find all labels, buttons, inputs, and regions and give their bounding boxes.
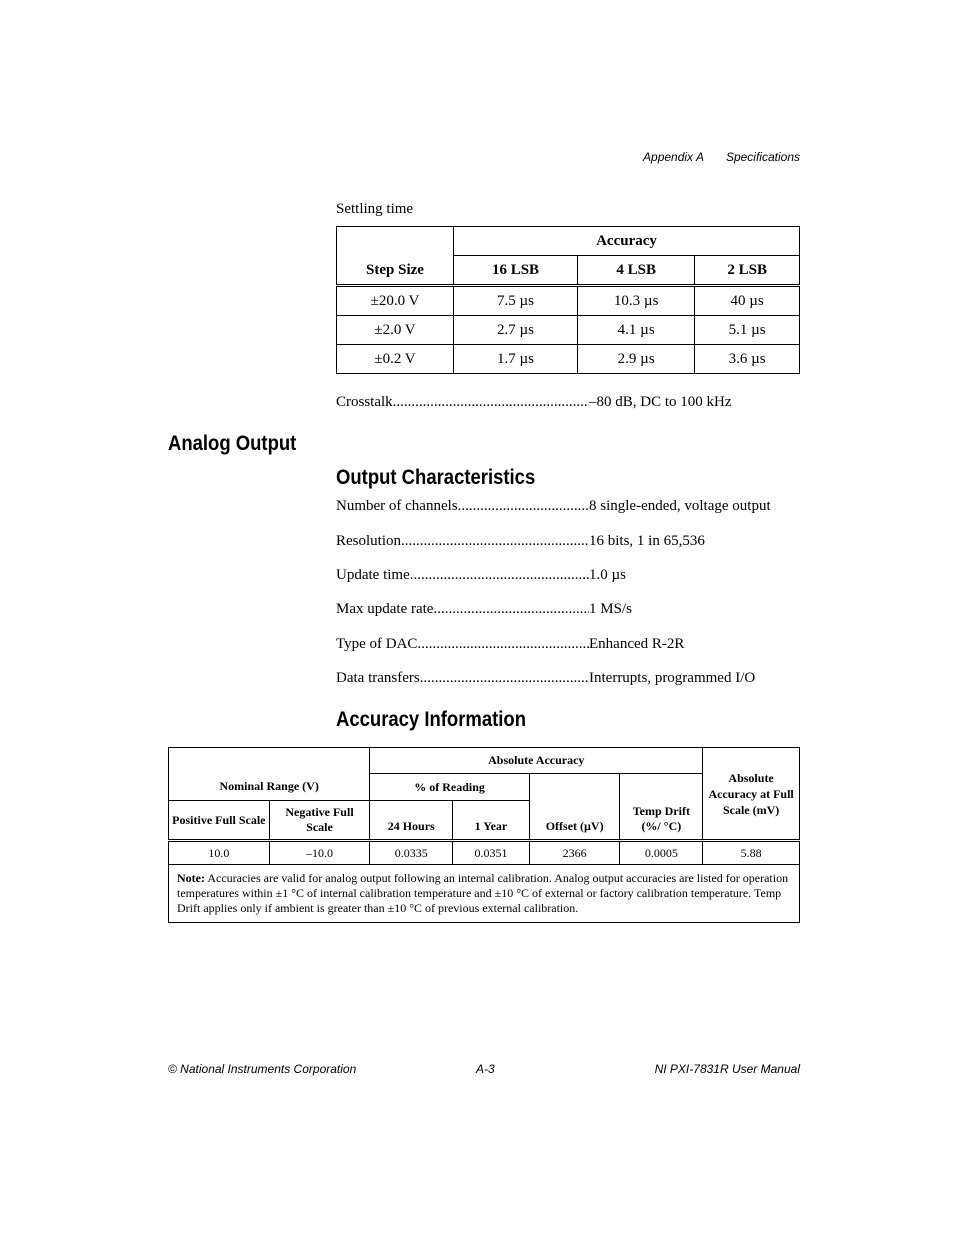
note-label: Note:: [177, 871, 205, 885]
hours-24-header: 24 Hours: [370, 801, 453, 841]
accuracy-information-heading: Accuracy Information: [336, 708, 526, 731]
spec-value: Enhanced R-2R: [589, 636, 685, 652]
footer-page-number: A-3: [476, 1062, 495, 1076]
col-header: 4 LSB: [578, 256, 695, 286]
data-cell: 0.0005: [620, 841, 703, 865]
spec-row: [336, 670, 800, 687]
accuracy-note: [169, 865, 800, 923]
spec-row: [336, 601, 800, 618]
abs-full-scale-header: Absolute Accuracy at Full Scale (mV): [703, 748, 800, 841]
spec-name: Type of DAC: [336, 636, 418, 652]
spec-value: 1.0 µs: [589, 567, 626, 583]
col-header: 16 LSB: [454, 256, 578, 286]
step-cell: ±20.0 V: [337, 286, 454, 316]
spec-value: 16 bits, 1 in 65,536: [589, 533, 705, 549]
spec-value: 1 MS/s: [589, 601, 632, 617]
data-cell: 5.88: [703, 841, 800, 865]
positive-full-scale-header: Positive Full Scale: [169, 801, 270, 841]
settling-time-table: [336, 226, 800, 374]
spec-row: [336, 636, 800, 653]
spec-value: –80 dB, DC to 100 kHz: [589, 394, 732, 410]
col-header: 2 LSB: [695, 256, 800, 286]
header-appendix: Appendix A: [643, 150, 704, 164]
value-cell: 3.6 µs: [695, 345, 800, 374]
nominal-range-header: Nominal Range (V): [169, 748, 370, 801]
table-row: [169, 841, 800, 865]
value-cell: 40 µs: [695, 286, 800, 316]
spec-name: Number of channels: [336, 498, 458, 514]
settling-time-label: Settling time: [336, 201, 414, 217]
value-cell: 1.7 µs: [454, 345, 578, 374]
accuracy-table: [168, 747, 800, 923]
offset-header: Offset (µV): [529, 774, 620, 841]
crosstalk-spec: [336, 394, 800, 411]
footer-manual-title: NI PXI-7831R User Manual: [654, 1062, 800, 1076]
table-row: [337, 345, 800, 374]
step-cell: ±0.2 V: [337, 345, 454, 374]
value-cell: 10.3 µs: [578, 286, 695, 316]
spec-name: Crosstalk: [336, 394, 393, 410]
value-cell: 5.1 µs: [695, 316, 800, 345]
temp-drift-header: Temp Drift (%/ °C): [620, 774, 703, 841]
data-cell: 0.0335: [370, 841, 453, 865]
data-cell: 10.0: [169, 841, 270, 865]
negative-full-scale-header: Negative Full Scale: [269, 801, 370, 841]
page-header: [643, 150, 800, 164]
spec-value: Interrupts, programmed I/O: [589, 670, 756, 686]
spec-name: Update time: [336, 567, 410, 583]
value-cell: 2.9 µs: [578, 345, 695, 374]
data-cell: 2366: [529, 841, 620, 865]
spec-row: [336, 567, 800, 584]
spec-row: [336, 498, 800, 515]
year-1-header: 1 Year: [453, 801, 530, 841]
spec-name: Resolution: [336, 533, 402, 549]
spec-name: Max update rate: [336, 601, 434, 617]
absolute-accuracy-header: Absolute Accuracy: [370, 748, 703, 774]
table-row: [337, 316, 800, 345]
data-cell: –10.0: [269, 841, 370, 865]
note-text: Accuracies are valid for analog output following an internal calibration. Analog output accuracies are listed for operation temperatures within ±1 °C of internal calibration temperature and ±10 °C of external or factory calibration temperature. Temp Drift applies only if ambient is greater than ±10 °C of previous external calibration.: [177, 871, 789, 915]
header-section: Specifications: [725, 150, 800, 164]
value-cell: 7.5 µs: [454, 286, 578, 316]
step-cell: ±2.0 V: [337, 316, 454, 345]
spec-row: [336, 533, 800, 550]
percent-reading-header: % of Reading: [370, 774, 529, 801]
analog-output-heading: Analog Output: [168, 432, 297, 455]
table-row: [337, 286, 800, 316]
value-cell: 4.1 µs: [578, 316, 695, 345]
step-size-header: Step Size: [337, 227, 454, 286]
spec-name: Data transfers: [336, 670, 420, 686]
spec-value: 8 single-ended, voltage output: [589, 498, 771, 514]
footer-copyright: © National Instruments Corporation: [168, 1062, 357, 1076]
data-cell: 0.0351: [453, 841, 530, 865]
value-cell: 2.7 µs: [454, 316, 578, 345]
accuracy-header: Accuracy: [454, 227, 800, 256]
output-characteristics-heading: Output Characteristics: [336, 466, 536, 489]
